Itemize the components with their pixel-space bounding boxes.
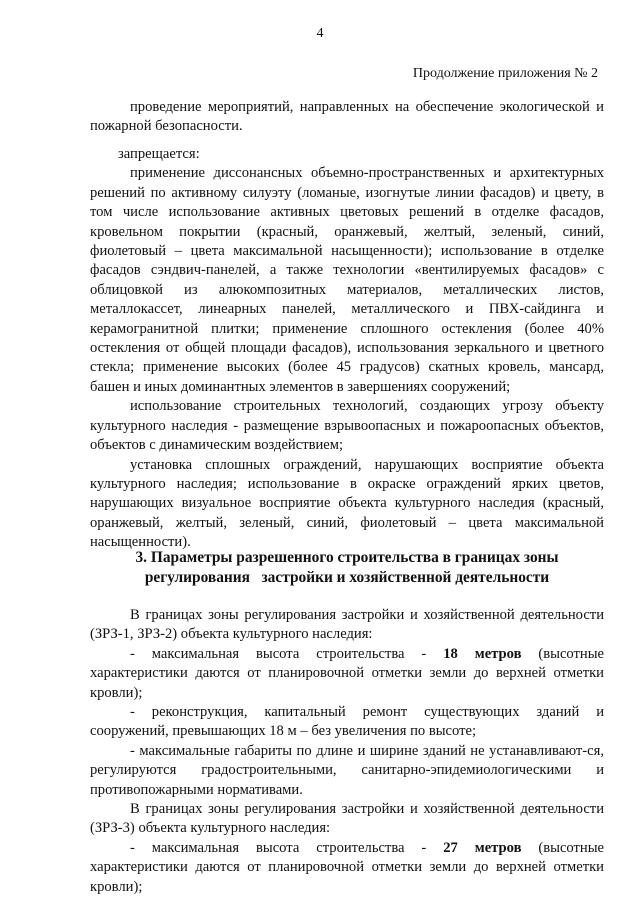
zone-12-height-label: - максимальная высота строительства - xyxy=(130,645,427,662)
prohibited-item-2: использование строительных технологий, создающих угрозу объекту культурного наследия - размещение взрывоопасных и пожароопасных объектов, объектов с динамическим воздействием; xyxy=(90,398,604,454)
zone-12-intro: В границах зоны регулирования застройки и хозяйственной деятельности (ЗРЗ-1, ЗРЗ-2) объекта культурного наследия: xyxy=(90,607,604,643)
zone-12-reconstruction: - реконструкция, капитальный ремонт существующих зданий и сооружений, превышающих 18 м – без увеличения по высоте; xyxy=(90,704,604,740)
section-3-title-line-2: регулирования застройки и хозяйственной деятельности xyxy=(144,569,550,586)
intro-paragraph: проведение мероприятий, направленных на обеспечение экологической и пожарной безопасности. xyxy=(90,99,604,135)
prohibited-heading: запрещается: xyxy=(118,146,200,162)
zone-3-height-label: - максимальная высота строительства - xyxy=(130,839,427,856)
section-3-title-line-1: 3. Параметры разрешенного строительства в границах зоны xyxy=(135,549,559,566)
zone-3-intro: В границах зоны регулирования застройки и хозяйственной деятельности (ЗРЗ-3) объекта культурного наследия: xyxy=(90,801,604,837)
zone-12-height xyxy=(90,645,604,703)
zone-12-dimensions: - максимальные габариты по длине и ширине зданий не устанавливают-ся, регулируются градостроительными, санитарно-эпидемиологическими и противопожарными нормативами. xyxy=(90,742,604,798)
continuation-note: Продолжение приложения № 2 xyxy=(412,66,598,81)
zone-12-height-value: 18 метров xyxy=(443,645,522,662)
zone-3-height xyxy=(90,839,604,897)
section-3 xyxy=(90,548,604,897)
prohibited-item-1: применение диссонансных объемно-пространственных и архитектурных решений по активному силуэту (ломаные, изогнутые линии фасадов) и цвету, в том числе использование активных цветовых решений в отделке фасадов, кровельном покрытии (красный, оранжевый, желтый, зеленый, синий, фиолетовый – цвета максимальной насыщенности); использование в отделке фасадов сэндвич-панелей, а также технологии «вентилируемых фасадов» с облицовкой из алюкомпозитных материалов, металлических листов, металлокассет, линеарных панелей, металлического и ПВХ-сайдинга и керамогранитной плитки; применение сплошного остекления (более 40% остекления от общей площади фасадов), использования зеркального и цветного стекла; применение высоких (более 45 градусов) скатных кровель, мансард, башен и иных доминантных элементов в завершениях сооружений; xyxy=(90,165,604,395)
prohibited-block xyxy=(90,145,604,553)
intro-block xyxy=(90,98,604,137)
section-3-title xyxy=(90,548,604,588)
zone-3-height-note: (высотные характеристики даются от планировочной отметки земли до верхней отметки кровли); xyxy=(90,839,604,895)
prohibited-item-3: установка сплошных ограждений, нарушающих восприятие объекта культурного наследия; использование в окраске ограждений ярких цветов, нарушающих визуальное восприятие объекта культурного наследия (красный, оранжевый, желтый, зеленый, синий, фиолетовый – цвета максимальной насыщенности). xyxy=(90,456,604,551)
page-number: 4 xyxy=(316,26,324,41)
zone-3-height-value: 27 метров xyxy=(443,839,522,856)
zone-12-height-note: (высотные характеристики даются от планировочной отметки земли до верхней отметки кровли); xyxy=(90,645,604,701)
